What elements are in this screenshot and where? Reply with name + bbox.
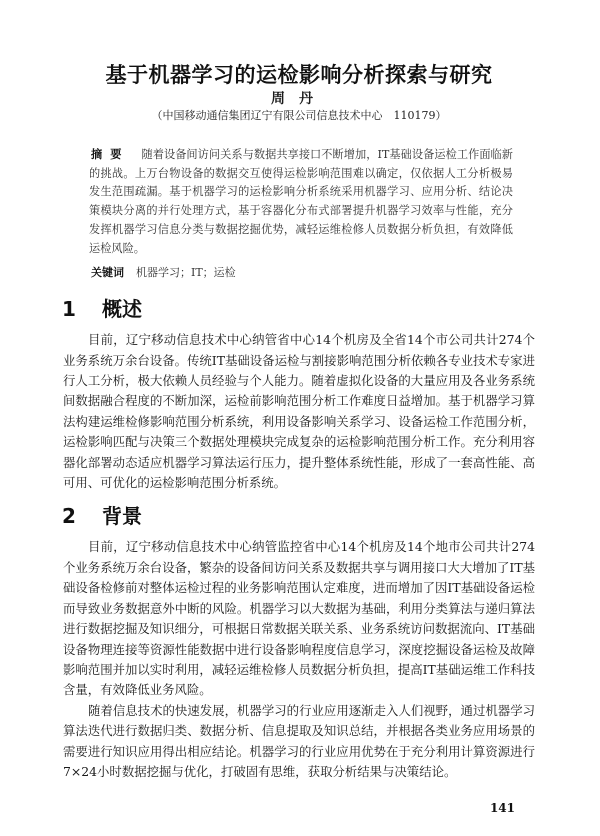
author-name: 周丹 bbox=[271, 91, 327, 107]
page-number: 141 bbox=[489, 801, 515, 816]
author-affiliation: （中国移动通信集团辽宁有限公司信息技术中心 110179） bbox=[151, 109, 447, 122]
section-number: 2 bbox=[62, 504, 76, 529]
paragraph-background-1: 目前，辽宁移动信息技术中心纳管监控省中心14个机房及14个地市公司共计274个业务系统万余台设备，繁杂的设备间访问关系及数据共享与调用接口大大增加了IT基础设备检修前对整体运检过程的业务影响范围认定难度，进而增加了因IT基础设备运检而导致业务数据意外中断的风险。机器学习以大数据为基础，利用分类算法与递归算法进行数据挖掘及知识细分，可根据日常数据关联关系、业务系统访问数据流向、IT基础设备物理连接等资源性能数据中进行设备影响程度信息学习，深度挖掘设备运检及故障影响范围并加以实时利用，减轻运维检修人员数据分析负担，提高IT基础运维工作科技含量，有效降低业务风险。 bbox=[63, 539, 535, 698]
paragraph-overview: 目前，辽宁移动信息技术中心纳管省中心14个机房及全省14个市公司共计274个业务系统万余台设备。传统IT基础设备运检与割接影响范围分析依赖各专业技术专家进行人工分析，极大依赖人员经验与个人能力。随着虚拟化设备的大量应用及各业务系统间数据融合程度的不断加深，运检前影响范围分析工作难度日益增加。基于机器学习算法构建运维检修影响范围分析系统，利用设备影响关系学习、设备运检工作范围分析，运检影响匹配与决策三个数据处理模块完成复杂的运检影响范围分析工作。充分利用容器化部署动态适应机器学习算法运行压力，提升整体系统性能，形成了一套高性能、高可用、可优化的运检影响范围分析系统。 bbox=[63, 332, 535, 491]
abstract-text: 随着设备间访问关系与数据共享接口不断增加，IT基础设备运检工作面临新的挑战。上万台物设备的数据交互使得运检影响范围难以确定，仅依据人工分析极易发生范围疏漏。基于机器学习的运检影响分析系统采用机器学习、应用分析、结论决策模块分离的并行处理方式，基于容器化分布式部署提升机器学习效率与性能，充分发挥机器学习信息分类与数据挖掘优势，减轻运维检修人员数据分析负担，有效降低运检风险。 bbox=[89, 148, 513, 255]
paper-title: 基于机器学习的运检影响分析探索与研究 bbox=[105, 63, 493, 87]
section-heading-overview bbox=[62, 296, 535, 322]
section-overview bbox=[63, 296, 535, 493]
abstract-label: 摘要 bbox=[91, 148, 130, 161]
paragraph-background-2: 随着信息技术的快速发展，机器学习的行业应用逐渐走入人们视野，通过机器学习算法迭代进行数据归类、数据分析、信息提取及知识总结，并根据各类业务应用场景的需要进行知识应用得出相应结论。机器学习的行业应用优势在于充分利用计算资源进行7×24小时数据挖掘与优化，打破固有思维，获取分析结果与决策结论。 bbox=[63, 702, 535, 779]
keywords-text: 机器学习；IT；运检 bbox=[136, 266, 236, 280]
section-title: 概述 bbox=[102, 297, 142, 322]
section-heading-background bbox=[62, 503, 535, 529]
abstract bbox=[89, 146, 513, 258]
section-title: 背景 bbox=[102, 504, 142, 529]
keywords bbox=[91, 264, 513, 282]
section-background bbox=[63, 503, 535, 782]
keywords-label: 关键词 bbox=[91, 266, 124, 280]
section-number: 1 bbox=[62, 297, 76, 322]
